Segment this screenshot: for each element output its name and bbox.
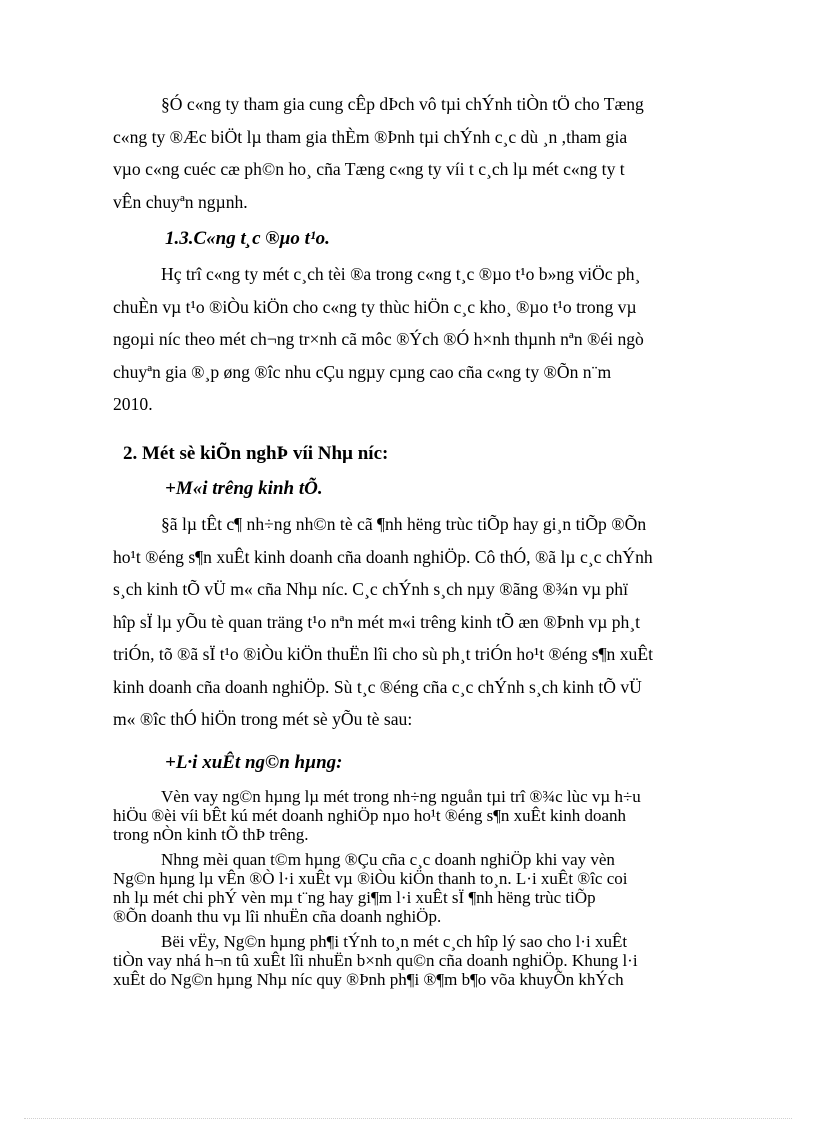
text-line: c«ng ty ®Æc biÖt lµ tham gia thÈm ®Þnh tµi chÝnh c¸c dù ¸n ,tham gia [113,126,628,147]
text-line: vÊn chuyªn ngµnh. [113,191,248,212]
text-line: Ng©n hµng lµ vÊn ®Ò l·i xuÊt vµ ®iÒu kiÖn thanh to¸n. L·i xuÊt ®îc coi [113,869,628,888]
section-heading-2: 2. Mét sè kiÕn nghÞ víi Nhµ níc: [123,443,389,464]
paragraph-services [113,88,717,218]
text-line: Nhng mèi quan t©m hµng ®Çu cña c¸c doanh nghiÖp khi vay vèn [161,850,615,869]
text-line: §Ó c«ng ty tham gia cung cÊp dÞch vô tµi chÝnh tiÒn tÖ cho Tæng [161,94,644,114]
text-line: chuÈn vµ t¹o ®iÒu kiÖn cho c«ng ty thùc hiÖn c¸c kho¸ ®µo t¹o trong vµ [113,296,637,317]
text-line: xuÊt do Ng©n hµng Nhµ níc quy ®Þnh ph¶i ®¶m b¶o võa khuyÕn khÝch [113,970,624,989]
text-line: ngoµi níc theo mét ch¬ng tr×nh cã môc ®Ých ®Ó h×nh thµnh nªn ®éi ngò [113,329,644,349]
text-line: ®Õn doanh thu vµ lîi nhuËn cña doanh nghiÖp. [113,907,442,926]
text-line: m« ®îc thÓ hiÖn trong mét sè yÕu tè sau: [113,709,413,729]
subheading-economic-environment: +M«i trêng kinh tÕ. [165,478,323,499]
text-line: Hç trî c«ng ty mét c¸ch tèi ®a trong c«ng t¸c ®µo t¹o b»ng viÖc ph¸ [161,264,641,284]
paragraph-economic-environment [113,508,717,736]
text-line: 2010. [113,394,153,414]
text-line: kinh doanh cña doanh nghiÖp. Sù t¸c ®éng cña c¸c chÝnh s¸ch kinh tÕ vÜ [113,676,642,697]
text-line: trong nÒn kinh tÕ thÞ trêng. [113,825,309,844]
text-line: Vèn vay ng©n hµng lµ mét trong nh÷ng nguån tµi trî ®¾c lùc vµ h÷u [161,787,641,806]
text-line: s¸ch kinh tÕ vÜ m« cña Nhµ níc. C¸c chÝnh s¸ch nµy ®ãng ®¾n vµ phï [113,579,628,599]
text-line: ho¹t ®éng s¶n xuÊt kinh doanh cña doanh nghiÖp. Cô thÓ, ®ã lµ c¸c chÝnh [113,546,653,567]
paragraph-training [113,258,717,421]
text-line: §ã lµ tÊt c¶ nh÷ng nh©n tè cã ¶nh hëng trùc tiÕp hay gi¸n tiÕp ®Õn [161,514,647,534]
text-line: chuyªn gia ®¸p øng ®îc nhu cÇu ngµy cµng cao cña c«ng ty ®Õn n¨m [113,361,612,382]
text-line: triÓn, tõ ®ã sÏ t¹o ®iÒu kiÖn thuËn lîi cho sù ph¸t triÓn ho¹t ®éng s¶n xuÊt [113,644,653,664]
section-heading-1-3: 1.3.C«ng t¸c ®µo t¹o. [165,228,330,249]
text-line: hiÖu ®èi víi bÊt kú mét doanh nghiÖp nµo ho¹t ®éng s¶n xuÊt kinh doanh [113,806,627,825]
subheading-interest-rate: +L·i xuÊt ng©n hµng: [165,752,343,773]
text-line: Bëi vËy, Ng©n hµng ph¶i tÝnh to¸n mét c¸ch hîp lý sao cho l·i xuÊt [161,932,628,951]
page-bottom-divider [24,1118,792,1119]
text-line: vµo c«ng cuéc cæ ph©n ho¸ cña Tæng c«ng ty víi t c¸ch lµ mét c«ng ty t [113,159,625,179]
text-line: nh lµ mét chi phÝ vèn mµ t¨ng hay gi¶m l·i xuÊt sÏ ¶nh hëng trùc tiÕp [113,888,596,907]
text-line: tiÒn vay nhá h¬n tû xuÊt lîi nhuËn b×nh qu©n cña doanh nghiÖp. Khung l·i [113,951,638,970]
text-line: hîp sÏ lµ yÕu tè quan träng t¹o nªn mét m«i trêng kinh tÕ æn ®Þnh vµ ph¸t [113,611,641,632]
paragraph-bank-loans [113,787,717,989]
